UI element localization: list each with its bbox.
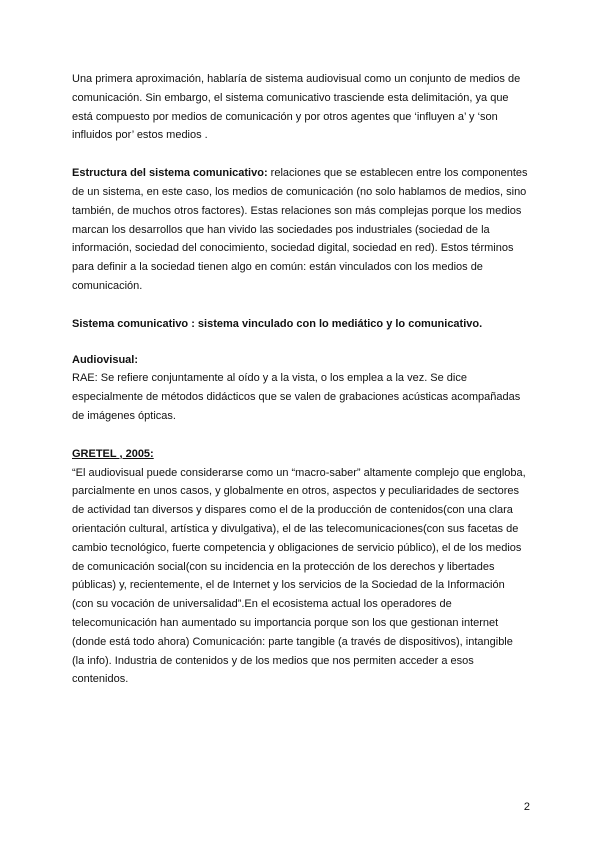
page-number: 2: [523, 801, 530, 813]
gretel-text: “El audiovisual puede considerarse como un “macro-saber” altamente complejo que engloba, parcialmente en unos casos, y globalmente en otros, aspectos y peculiaridades de sectores de actividad tan diversos y dispares como el de la producción de contenidos(con una clara orientación cultural, artística y divulgativa), el de las telecomunicaciones(con sus facetas de cambio tecnológico, fuerte competencia y obligaciones de servicio público), el de los medios de comunicación social(con su incidencia en la protección de los derechos y libertades públicas) y, recientemente, el de Internet y los servicios de la Sociedad de la Información (con su vocación de universalidad”.En el ecosistema actual los operadores de telecomunicación han aumentado su importancia porque son los que gestionan internet (donde está todo ahora) Comunicación: parte tangible (a través de dispositivos), intangible (la info). Industria de contenidos y de los medios que nos permiten acceder a esos contenidos.: [72, 466, 526, 686]
estructura-heading: Estructura del sistema comunicativo:: [72, 167, 268, 180]
spacer: [72, 334, 528, 351]
audiovisual-heading: Audiovisual:: [72, 353, 139, 366]
gretel-heading: GRETEL , 2005:: [72, 447, 154, 460]
spacer: [72, 145, 528, 164]
estructura-paragraph: [72, 164, 528, 296]
audiovisual-text: RAE: Se refiere conjuntamente al oído y a la vista, o los emplea a la vez. Se dice especialmente de métodos didácticos que se valen de grabaciones acústicas acompañadas de imágenes ópticas.: [72, 372, 521, 422]
spacer: [72, 426, 528, 445]
document-page: [72, 70, 528, 689]
intro-paragraph: Una primera aproximación, hablaría de sistema audiovisual como un conjunto de medios de comunicación. Sin embargo, el sistema comunicativo trasciende esta delimitación, ya que está compuesto por medios de comunicación y por otros agentes que ‘influyen a’ y ‘son influidos por’ estos medios .: [72, 73, 521, 142]
estructura-text: relaciones que se establecen entre los componentes de un sistema, en este caso, los medios de comunicación (no solo hablamos de medios, sino también, de muchos otros factores). Estas relaciones son más complejas porque los medios marcan los desarrollos que han vivido las sociedades pos industriales (sociedad de la información, sociedad del conocimiento, sociedad digital, sociedad en red). Estos términos para definir a la sociedad tienen algo en común: están vinculados con los medios de comunicación.: [72, 167, 528, 292]
sistema-comunicativo-line: Sistema comunicativo : sistema vinculado con lo mediático y lo comunicativo.: [72, 317, 483, 330]
spacer: [72, 296, 528, 315]
